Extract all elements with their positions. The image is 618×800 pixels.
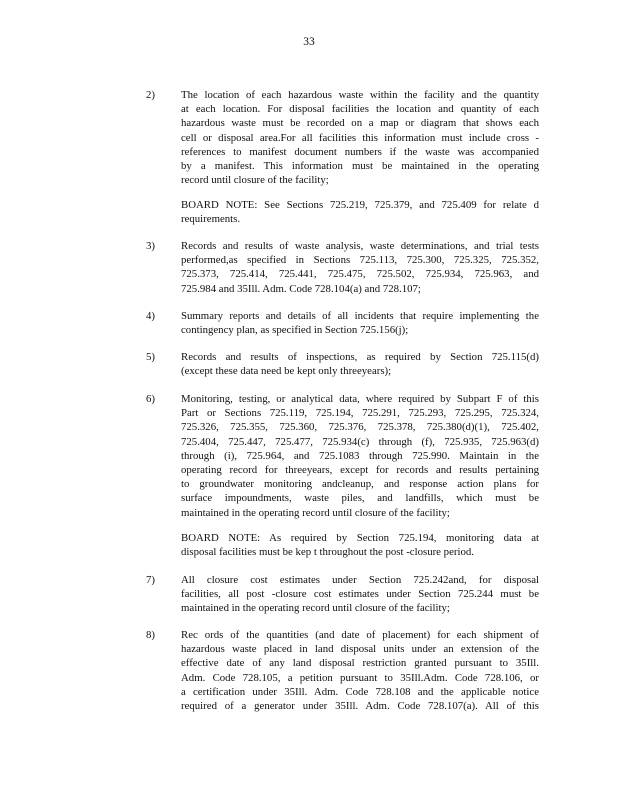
text-line: at each location. For disposal facilities the location and quantity of each [181,103,539,116]
text-line: effective date of any land disposal restriction granted pursuant to 35Ill. [181,657,539,670]
text-line: Part or Sections 725.119, 725.194, 725.291, 725.293, 725.295, 725.324, [181,407,539,420]
text-line: hazardous waste must be recorded on a map or diagram that shows each [181,117,539,130]
item-number: 5) [146,351,155,363]
item-text [181,573,539,616]
text-line: Records and results of waste analysis, waste determinations, and trial tests [181,240,539,252]
text-line: The location of each hazardous waste within the facility and the quantity [181,89,539,101]
text-line: facilities, all post -closure cost estimates under Section 725.244 must be [181,588,539,601]
item-text [181,392,539,520]
text-line: Adm. Code 728.105, a petition pursuant to 35Ill.Adm. Code 728.106, or [181,671,539,684]
text-line: requirements. [181,213,241,226]
text-line: surface impoundments, waste piles, and landfills, which must be [181,492,539,505]
item-number: 7) [146,574,155,586]
text-line: required of a generator under 35Ill. Adm. Code 728.107(a). All of this [181,700,539,713]
text-line: a certification under 35Ill. Adm. Code 728.108 and the applicable notice [181,685,539,698]
text-line: references to manifest document numbers if the waste was accompanied [181,145,539,158]
text-line: (except these data need be kept only threeyears); [181,365,392,378]
text-line: Summary reports and details of all incidents that require implementing the [181,310,539,322]
board-note [181,198,539,226]
text-line: Rec ords of the quantities (and date of placement) for each shipment of [181,629,539,641]
text-line: BOARD NOTE: As required by Section 725.194, monitoring data at [181,532,539,544]
text-line: Records and results of inspections, as required by Section 725.115(d) [181,351,539,363]
text-line: All closure cost estimates under Section 725.242and, for disposal [181,574,539,586]
item-text [181,350,539,378]
item-text [181,239,539,296]
text-line: by a manifest. This information must be maintained in the operating [181,160,539,173]
text-line: operating record for threeyears, except for records and results pertaining [181,464,539,477]
text-line: 725.984 and 35Ill. Adm. Code 728.104(a) and 728.107; [181,282,421,295]
item-text [181,309,539,337]
text-line: maintained in the operating record until closure of the facility; [181,506,450,519]
item-number: 3) [146,240,155,252]
text-line: 725.373, 725.414, 725.441, 725.475, 725.502, 725.934, 725.963, and [181,268,539,281]
text-line: performed,as specified in Sections 725.113, 725.300, 725.325, 725.352, [181,254,539,267]
text-line: through (i), 725.964, and 725.1083 through 725.990. Maintain in the [181,449,539,462]
item-number: 2) [146,89,155,101]
text-line: 725.326, 725.355, 725.360, 725.376, 725.378, 725.380(d)(1), 725.402, [181,421,539,434]
board-note [181,531,539,559]
item-text [181,628,539,713]
text-line: record until closure of the facility; [181,174,329,187]
text-line: contingency plan, as specified in Section 725.156(j); [181,324,409,337]
item-text [181,88,539,187]
text-line: Monitoring, testing, or analytical data, where required by Subpart F of this [181,393,539,405]
item-number: 8) [146,629,155,641]
text-line: hazardous waste placed in land disposal units under an extension of the [181,643,539,656]
text-line: BOARD NOTE: See Sections 725.219, 725.379, and 725.409 for relate d [181,199,539,211]
page-number: 33 [303,36,315,48]
text-line: 725.404, 725.447, 725.477, 725.934(c) through (f), 725.935, 725.963(d) [181,435,539,448]
text-line: cell or disposal area.For all facilities this information must include cross - [181,131,539,144]
text-line: to groundwater monitoring andcleanup, and response action plans for [181,478,539,491]
item-number: 6) [146,393,155,405]
item-number: 4) [146,310,155,322]
text-line: disposal facilities must be kep t throughout the post -closure period. [181,546,474,559]
text-line: maintained in the operating record until closure of the facility; [181,602,450,615]
